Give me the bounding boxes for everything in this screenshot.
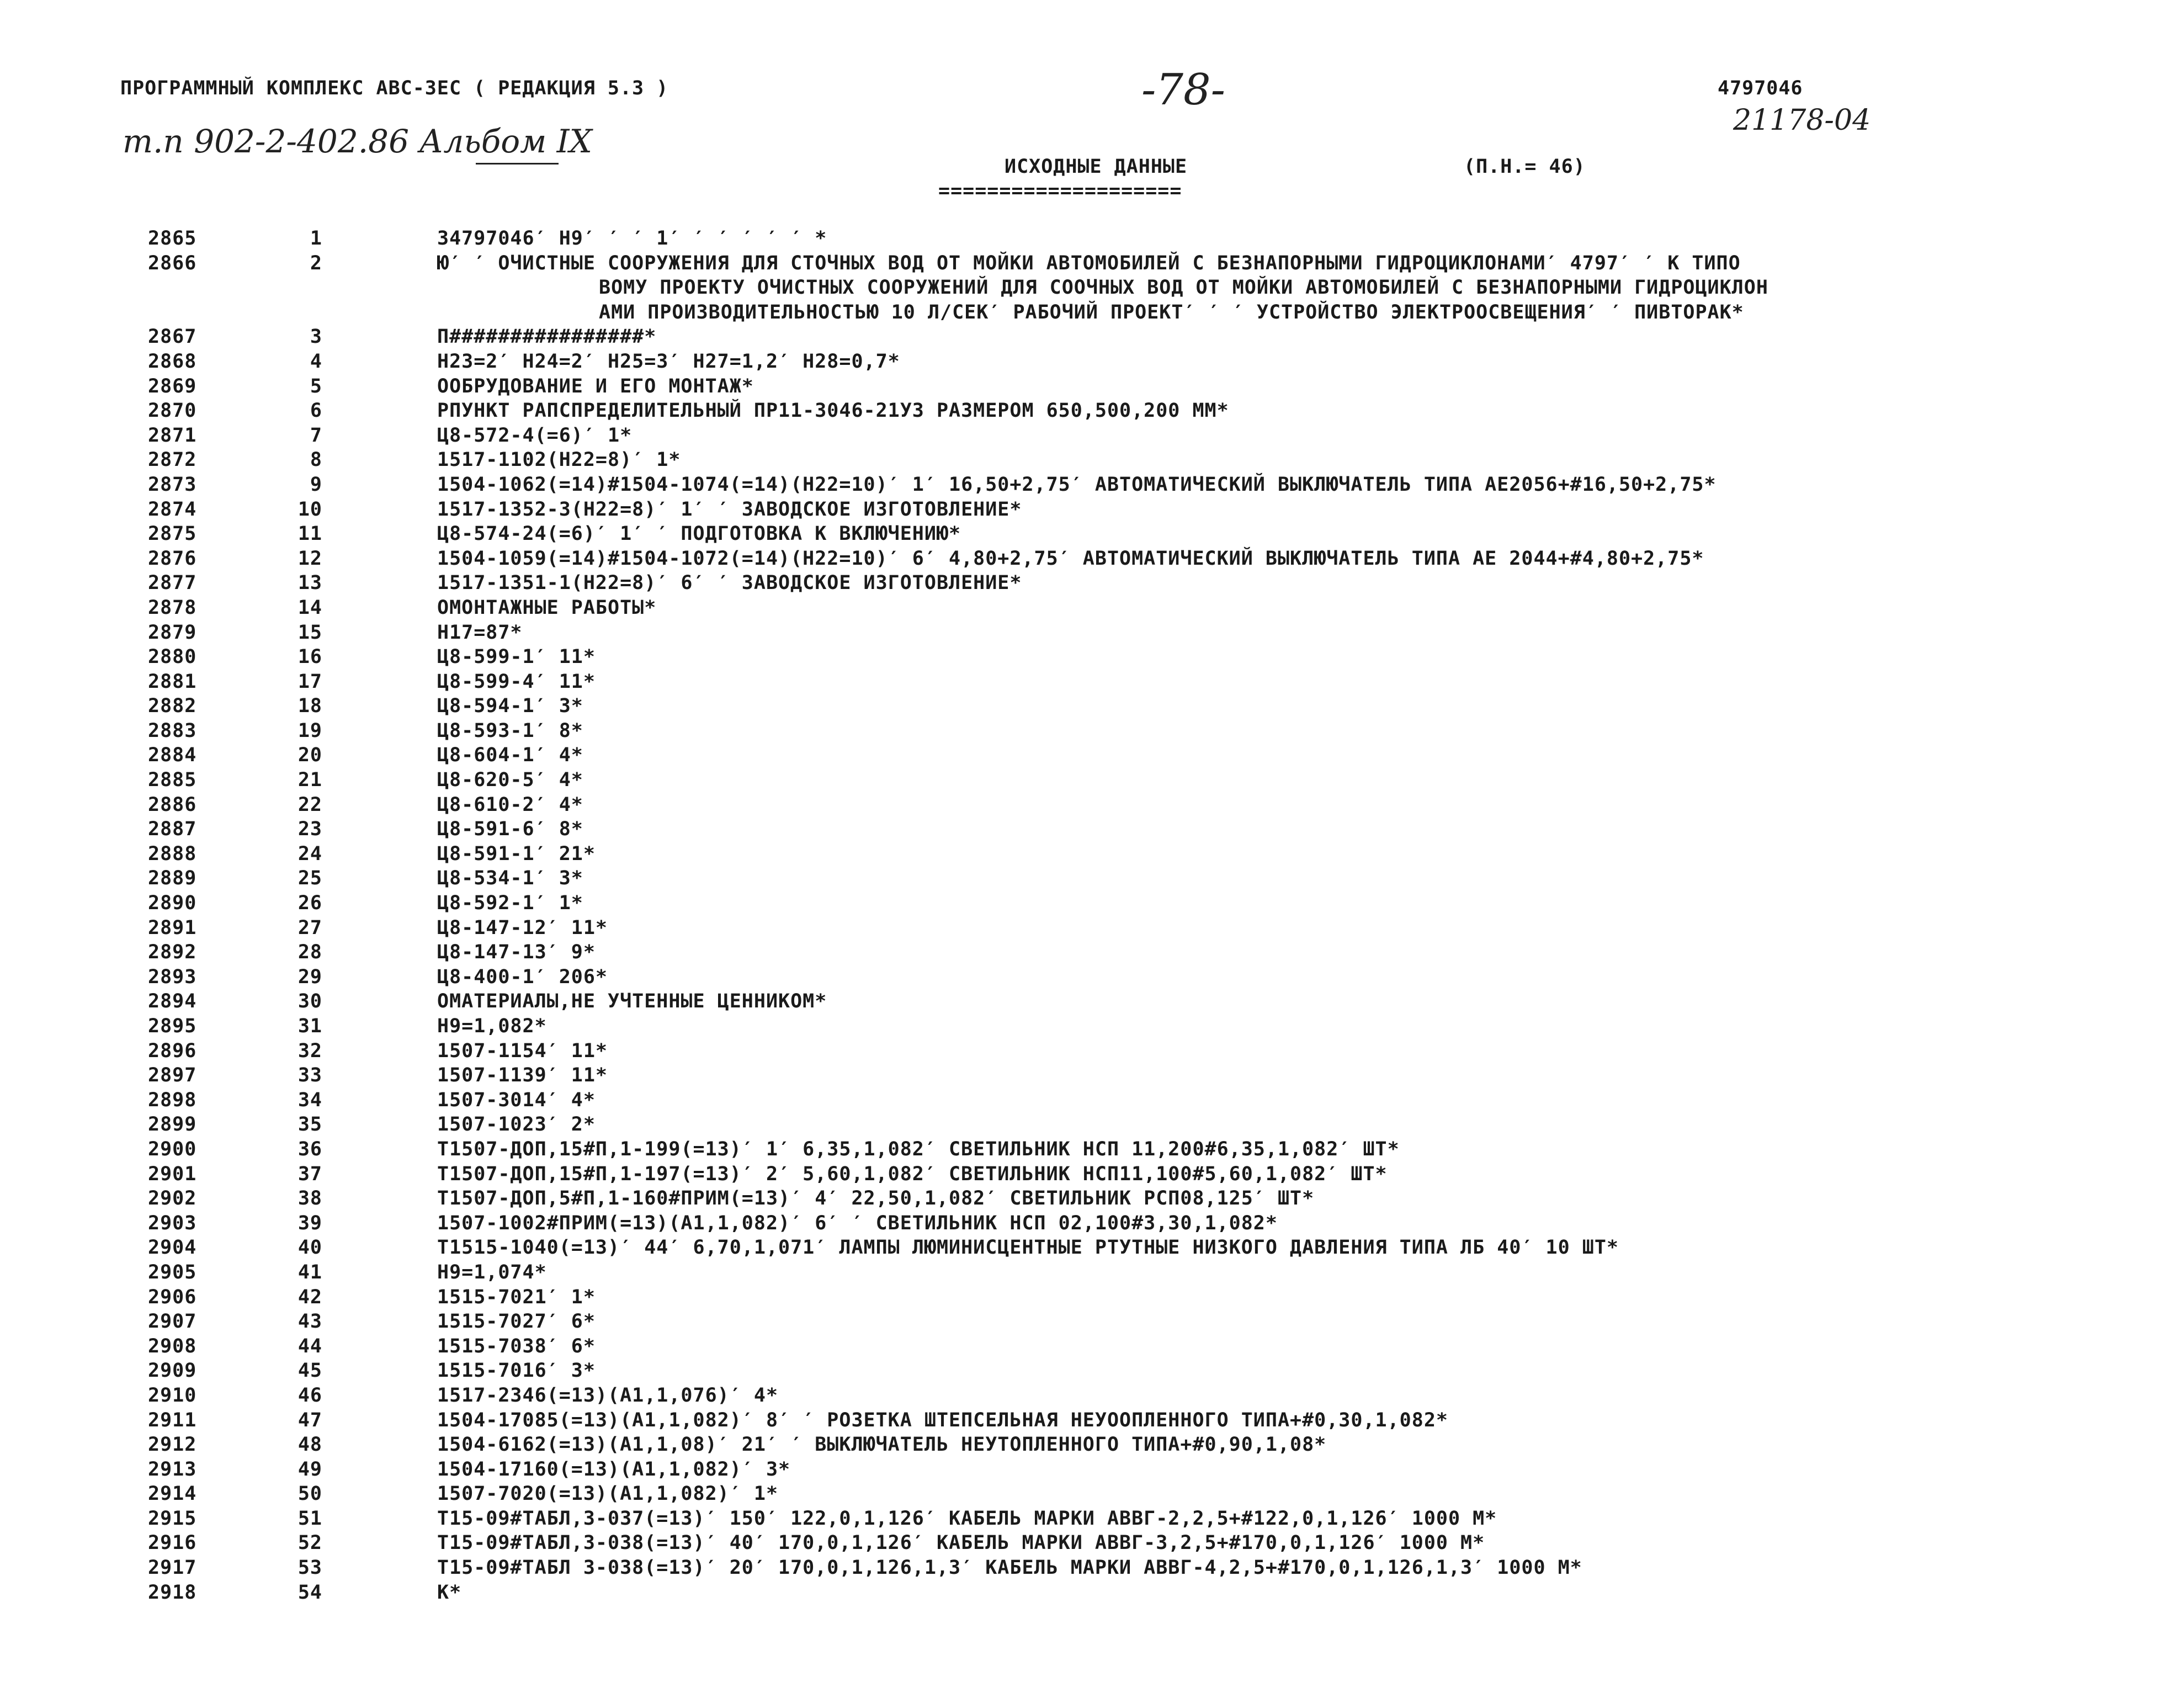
record-index: 22 — [297, 793, 322, 816]
record-number: 2908 — [148, 1335, 197, 1357]
record-number: 2874 — [148, 498, 197, 521]
record-number: 2890 — [148, 892, 197, 915]
page-title: ИСХОДНЫЕ ДАННЫЕ — [1005, 156, 1188, 178]
record-line — [0, 794, 2184, 819]
record-line — [0, 892, 2184, 917]
record-index: 29 — [297, 965, 322, 988]
record-index: 10 — [297, 498, 322, 521]
record-line — [0, 1113, 2184, 1138]
record-line — [0, 843, 2184, 868]
record-line — [0, 1335, 2184, 1360]
record-number: 2892 — [148, 941, 197, 964]
record-index: 51 — [297, 1507, 322, 1530]
record-line — [0, 1237, 2184, 1261]
record-text: ОМОНТАЖНЫЕ РАБОТЫ* — [437, 596, 657, 619]
record-index: 33 — [297, 1064, 322, 1087]
record-index: 13 — [297, 572, 322, 595]
record-number: 2869 — [148, 375, 197, 397]
record-index: 41 — [297, 1261, 322, 1283]
record-text: 1507-1023′ 2* — [437, 1113, 596, 1136]
record-continuation-line — [0, 277, 2184, 301]
record-line — [0, 375, 2184, 400]
record-index: 37 — [297, 1163, 322, 1185]
record-text: Т1515-1040(=13)′ 44′ 6,70,1,071′ ЛАМПЫ ЛЮМИНИСЦЕНТНЫЕ РТУТНЫЕ НИЗКОГО ДАВЛЕНИЯ ТИПА ЛБ 40′ 10 ШТ* — [437, 1237, 1619, 1259]
record-line — [0, 1212, 2184, 1237]
record-index: 27 — [297, 916, 322, 939]
record-index: 48 — [297, 1434, 322, 1456]
record-line — [0, 966, 2184, 991]
record-index: 54 — [297, 1581, 322, 1604]
record-index: 14 — [297, 596, 322, 619]
record-text: 1507-1139′ 11* — [437, 1064, 608, 1087]
record-number: 2877 — [148, 572, 197, 595]
record-text: Н9=1,074* — [437, 1261, 547, 1283]
record-text: Ю′ ′ ОЧИСТНЫЕ СООРУЖЕНИЯ ДЛЯ СТОЧНЫХ ВОД ОТ МОЙКИ АВТОМОБИЛЕЙ С БЕЗНАПОРНЫМИ ГИДРОЦИКЛОНАМИ′ 4797′ ′ К ТИПО — [437, 252, 1741, 274]
record-index: 42 — [297, 1286, 322, 1308]
record-line — [0, 425, 2184, 449]
record-line — [0, 449, 2184, 474]
record-index: 19 — [297, 719, 322, 742]
record-line — [0, 1261, 2184, 1286]
record-text: 1507-3014′ 4* — [437, 1089, 596, 1111]
record-line — [0, 572, 2184, 597]
page-number: -78- — [1141, 65, 1225, 115]
record-index: 7 — [310, 424, 322, 447]
record-number: 2907 — [148, 1310, 197, 1333]
record-text: Ц8-604-1′ 4* — [437, 744, 583, 767]
record-index: 21 — [297, 769, 322, 792]
record-number: 2878 — [148, 596, 197, 619]
record-text: Т15-09#ТАБЛ,3-037(=13)′ 150′ 122,0,1,126′ КАБЕЛЬ МАРКИ АВВГ-2,2,5+#122,0,1,126′ 1000 М* — [437, 1507, 1497, 1530]
record-index: 18 — [297, 695, 322, 718]
record-text: Ц8-599-4′ 11* — [437, 670, 596, 693]
record-line — [0, 523, 2184, 548]
record-line — [0, 1483, 2184, 1508]
record-text: К* — [437, 1581, 462, 1604]
record-line — [0, 671, 2184, 696]
record-index: 43 — [297, 1310, 322, 1333]
record-line — [0, 1040, 2184, 1065]
record-line — [0, 1015, 2184, 1040]
record-line — [0, 744, 2184, 769]
record-line — [0, 1089, 2184, 1114]
record-text: П################* — [437, 326, 657, 348]
record-index: 1 — [310, 227, 322, 250]
record-text: Ц8-599-1′ 11* — [437, 646, 596, 668]
record-text: Т1507-ДОП,15#П,1-197(=13)′ 2′ 5,60,1,082′ СВЕТИЛЬНИК НСП11,100#5,60,1,082′ ШТ* — [437, 1163, 1388, 1185]
record-text: Ц8-147-13′ 9* — [437, 941, 596, 964]
record-text: Ц8-574-24(=6)′ 1′ ′ ПОДГОТОВКА К ВКЛЮЧЕНИЮ* — [437, 523, 961, 545]
record-line — [0, 1187, 2184, 1212]
record-index: 47 — [297, 1409, 322, 1431]
record-text: 1507-7020(=13)(А1,1,082)′ 1* — [437, 1483, 779, 1505]
record-number: 2882 — [148, 695, 197, 718]
pn-indicator: (П.Н.= 46) — [1464, 156, 1586, 178]
record-number: 2916 — [148, 1532, 197, 1554]
record-number: 2914 — [148, 1483, 197, 1505]
record-text: Ц8-594-1′ 3* — [437, 695, 583, 718]
record-index: 15 — [297, 621, 322, 644]
record-line — [0, 720, 2184, 745]
record-line — [0, 867, 2184, 892]
record-text: Ц8-400-1′ 206* — [437, 965, 608, 988]
record-index: 30 — [297, 990, 322, 1013]
record-text: 1504-1062(=14)#1504-1074(=14)(Н22=10)′ 1′ 16,50+2,75′ АВТОМАТИЧЕСКИЙ ВЫКЛЮЧАТЕЛЬ ТИПА АЕ2056+#16,50+2,75* — [437, 473, 1717, 496]
record-index: 9 — [310, 473, 322, 496]
record-text: Ц8-591-1′ 21* — [437, 842, 596, 865]
record-text: 34797046′ Н9′ ′ ′ 1′ ′ ′ ′ ′ ′ * — [437, 227, 827, 250]
record-line — [0, 1409, 2184, 1434]
album-underline — [476, 163, 559, 165]
record-index: 16 — [297, 646, 322, 668]
record-index: 35 — [297, 1113, 322, 1136]
record-line — [0, 1384, 2184, 1409]
record-number: 2901 — [148, 1163, 197, 1185]
record-index: 12 — [297, 547, 322, 570]
record-index: 32 — [297, 1039, 322, 1062]
record-index: 28 — [297, 941, 322, 964]
record-text: Ц8-572-4(=6)′ 1* — [437, 424, 633, 447]
record-number: 2910 — [148, 1384, 197, 1407]
record-text: Н17=87* — [437, 621, 523, 644]
record-line — [0, 597, 2184, 622]
record-number: 2917 — [148, 1557, 197, 1579]
record-line — [0, 351, 2184, 375]
record-index: 45 — [297, 1360, 322, 1382]
record-line — [0, 1310, 2184, 1335]
record-number: 2903 — [148, 1212, 197, 1234]
record-number: 2912 — [148, 1434, 197, 1456]
record-number: 2870 — [148, 400, 197, 422]
record-number: 2865 — [148, 227, 197, 250]
record-text: 1517-1352-3(Н22=8)′ 1′ ′ ЗАВОДСКОЕ ИЗГОТОВЛЕНИЕ* — [437, 498, 1022, 521]
record-text: Ц8-147-12′ 11* — [437, 916, 608, 939]
record-number: 2893 — [148, 965, 197, 988]
record-text: 1507-1154′ 11* — [437, 1039, 608, 1062]
record-line — [0, 917, 2184, 942]
record-text: Ц8-591-6′ 8* — [437, 818, 583, 841]
record-number: 2915 — [148, 1507, 197, 1530]
record-line — [0, 1360, 2184, 1384]
record-text: РПУНКТ РАПСПРЕДЕЛИТЕЛЬНЫЙ ПР11-3046-21У3 РАЗМЕРОМ 650,500,200 ММ* — [437, 400, 1229, 422]
record-number: 2881 — [148, 670, 197, 693]
record-text: 1504-17160(=13)(А1,1,082)′ 3* — [437, 1458, 791, 1481]
record-index: 2 — [310, 252, 322, 274]
record-index: 49 — [297, 1458, 322, 1481]
record-line — [0, 695, 2184, 720]
record-index: 5 — [310, 375, 322, 397]
document-code: 4797046 — [1718, 77, 1803, 99]
record-text: ООБРУДОВАНИЕ И ЕГО МОНТАЖ* — [437, 375, 754, 397]
record-number: 2909 — [148, 1360, 197, 1382]
record-text: Н23=2′ Н24=2′ Н25=3′ Н27=1,2′ Н28=0,7* — [437, 350, 900, 373]
record-number: 2904 — [148, 1237, 197, 1259]
record-text: 1517-2346(=13)(А1,1,076)′ 4* — [437, 1384, 779, 1407]
record-number: 2891 — [148, 916, 197, 939]
record-line — [0, 818, 2184, 843]
record-number: 2906 — [148, 1286, 197, 1308]
record-index: 36 — [297, 1138, 322, 1160]
record-number: 2886 — [148, 793, 197, 816]
record-text: Н9=1,082* — [437, 1015, 547, 1037]
record-continuation-line — [0, 301, 2184, 326]
record-text: Ц8-620-5′ 4* — [437, 769, 583, 792]
handwritten-code: 21178-04 — [1733, 104, 1871, 137]
record-text: Т15-09#ТАБЛ 3-038(=13)′ 20′ 170,0,1,126,1,3′ КАБЕЛЬ МАРКИ АВВГ-4,2,5+#170,0,1,126,1,3′ 1000 М* — [437, 1557, 1582, 1579]
handwritten-album-note: т.п 902-2-402.86 Альбом IX — [123, 123, 592, 160]
record-index: 24 — [297, 842, 322, 865]
record-text: Т15-09#ТАБЛ,3-038(=13)′ 40′ 170,0,1,126′ КАБЕЛЬ МАРКИ АВВГ-3,2,5+#170,0,1,126′ 1000 М* — [437, 1532, 1485, 1554]
record-text: 1507-1002#ПРИМ(=13)(А1,1,082)′ 6′ ′ СВЕТИЛЬНИК НСП 02,100#3,30,1,082* — [437, 1212, 1278, 1234]
record-number: 2895 — [148, 1015, 197, 1037]
record-line — [0, 1458, 2184, 1483]
record-line — [0, 769, 2184, 794]
record-text: 1515-7021′ 1* — [437, 1286, 596, 1308]
record-line — [0, 1508, 2184, 1532]
record-text: Ц8-534-1′ 3* — [437, 867, 583, 890]
record-index: 53 — [297, 1557, 322, 1579]
record-number: 2880 — [148, 646, 197, 668]
record-line — [0, 498, 2184, 523]
record-index: 6 — [310, 400, 322, 422]
record-text: Т1507-ДОП,15#П,1-199(=13)′ 1′ 6,35,1,082′ СВЕТИЛЬНИК НСП 11,200#6,35,1,082′ ШТ* — [437, 1138, 1400, 1160]
record-index: 52 — [297, 1532, 322, 1554]
record-line — [0, 326, 2184, 351]
record-index: 23 — [297, 818, 322, 841]
record-number: 2913 — [148, 1458, 197, 1481]
record-text: Ц8-610-2′ 4* — [437, 793, 583, 816]
record-number: 2911 — [148, 1409, 197, 1431]
record-line — [0, 1163, 2184, 1188]
record-number: 2899 — [148, 1113, 197, 1136]
record-line — [0, 227, 2184, 252]
record-number: 2883 — [148, 719, 197, 742]
record-number: 2868 — [148, 350, 197, 373]
record-number: 2872 — [148, 449, 197, 471]
record-line — [0, 1582, 2184, 1606]
record-text: 1517-1351-1(Н22=8)′ 6′ ′ ЗАВОДСКОЕ ИЗГОТОВЛЕНИЕ* — [437, 572, 1022, 595]
record-index: 50 — [297, 1483, 322, 1505]
record-text: 1515-7027′ 6* — [437, 1310, 596, 1333]
record-index: 46 — [297, 1384, 322, 1407]
record-index: 3 — [310, 326, 322, 348]
record-number: 2884 — [148, 744, 197, 767]
record-number: 2918 — [148, 1581, 197, 1604]
record-line — [0, 1434, 2184, 1458]
record-line — [0, 990, 2184, 1015]
record-number: 2887 — [148, 818, 197, 841]
record-index: 34 — [297, 1089, 322, 1111]
record-line — [0, 548, 2184, 572]
record-text: 1515-7038′ 6* — [437, 1335, 596, 1357]
record-index: 25 — [297, 867, 322, 890]
record-number: 2898 — [148, 1089, 197, 1111]
record-index: 20 — [297, 744, 322, 767]
record-line — [0, 941, 2184, 966]
title-rule: ==================== — [938, 180, 1182, 202]
record-text: ВОМУ ПРОЕКТУ ОЧИСТНЫХ СООРУЖЕНИЙ ДЛЯ СООЧНЫХ ВОД ОТ МОЙКИ АВТОМОБИЛЕЙ С БЕЗНАПОРНЫМИ ГИДРОЦИКЛОН — [599, 277, 1768, 299]
record-line — [0, 252, 2184, 277]
record-number: 2905 — [148, 1261, 197, 1283]
record-number: 2900 — [148, 1138, 197, 1160]
record-line — [0, 646, 2184, 671]
record-number: 2876 — [148, 547, 197, 570]
record-line — [0, 1286, 2184, 1311]
record-text: Ц8-592-1′ 1* — [437, 892, 583, 915]
record-text: 1515-7016′ 3* — [437, 1360, 596, 1382]
record-number: 2889 — [148, 867, 197, 890]
record-number: 2888 — [148, 842, 197, 865]
record-text: 1504-1059(=14)#1504-1072(=14)(Н22=10)′ 6′ 4,80+2,75′ АВТОМАТИЧЕСКИЙ ВЫКЛЮЧАТЕЛЬ ТИПА АЕ 2044+#4,80+2,75* — [437, 547, 1704, 570]
record-number: 2875 — [148, 523, 197, 545]
record-text: Ц8-593-1′ 8* — [437, 719, 583, 742]
record-text: 1517-1102(Н22=8)′ 1* — [437, 449, 681, 471]
record-line — [0, 622, 2184, 646]
record-line — [0, 1557, 2184, 1582]
record-index: 4 — [310, 350, 322, 373]
record-text: Т1507-ДОП,5#П,1-160#ПРИМ(=13)′ 4′ 22,50,1,082′ СВЕТИЛЬНИК РСП08,125′ ШТ* — [437, 1187, 1315, 1210]
record-number: 2879 — [148, 621, 197, 644]
record-text: АМИ ПРОИЗВОДИТЕЛЬНОСТЬЮ 10 Л/СЕК′ РАБОЧИЙ ПРОЕКТ′ ′ ′ УСТРОЙСТВО ЭЛЕКТРООСВЕЩЕНИЯ′ ′ ПИВТОРАК* — [599, 301, 1744, 323]
record-index: 44 — [297, 1335, 322, 1357]
record-line — [0, 1138, 2184, 1163]
record-number: 2873 — [148, 473, 197, 496]
record-text: 1504-6162(=13)(А1,1,08)′ 21′ ′ ВЫКЛЮЧАТЕЛЬ НЕУТОПЛЕННОГО ТИПА+#0,90,1,08* — [437, 1434, 1327, 1456]
record-index: 17 — [297, 670, 322, 693]
record-number: 2902 — [148, 1187, 197, 1210]
record-line — [0, 1532, 2184, 1557]
record-line — [0, 474, 2184, 498]
record-number: 2885 — [148, 769, 197, 792]
record-index: 11 — [297, 523, 322, 545]
records-list — [0, 227, 2184, 1606]
record-index: 38 — [297, 1187, 322, 1210]
record-number: 2897 — [148, 1064, 197, 1087]
record-number: 2867 — [148, 326, 197, 348]
record-index: 26 — [297, 892, 322, 915]
record-index: 40 — [297, 1237, 322, 1259]
record-index: 31 — [297, 1015, 322, 1037]
record-text: 1504-17085(=13)(А1,1,082)′ 8′ ′ РОЗЕТКА ШТЕПСЕЛЬНАЯ НЕУООПЛЕННОГО ТИПА+#0,30,1,082* — [437, 1409, 1448, 1431]
record-text: ОМАТЕРИАЛЫ,НЕ УЧТЕННЫЕ ЦЕННИКОМ* — [437, 990, 827, 1013]
record-line — [0, 1064, 2184, 1089]
record-index: 39 — [297, 1212, 322, 1234]
record-number: 2894 — [148, 990, 197, 1013]
record-line — [0, 400, 2184, 425]
record-number: 2866 — [148, 252, 197, 274]
record-number: 2871 — [148, 424, 197, 447]
record-number: 2896 — [148, 1039, 197, 1062]
program-header: ПРОГРАММНЫЙ КОМПЛЕКС АВС-3ЕС ( РЕДАКЦИЯ 5.3 ) — [120, 77, 669, 99]
record-index: 8 — [310, 449, 322, 471]
